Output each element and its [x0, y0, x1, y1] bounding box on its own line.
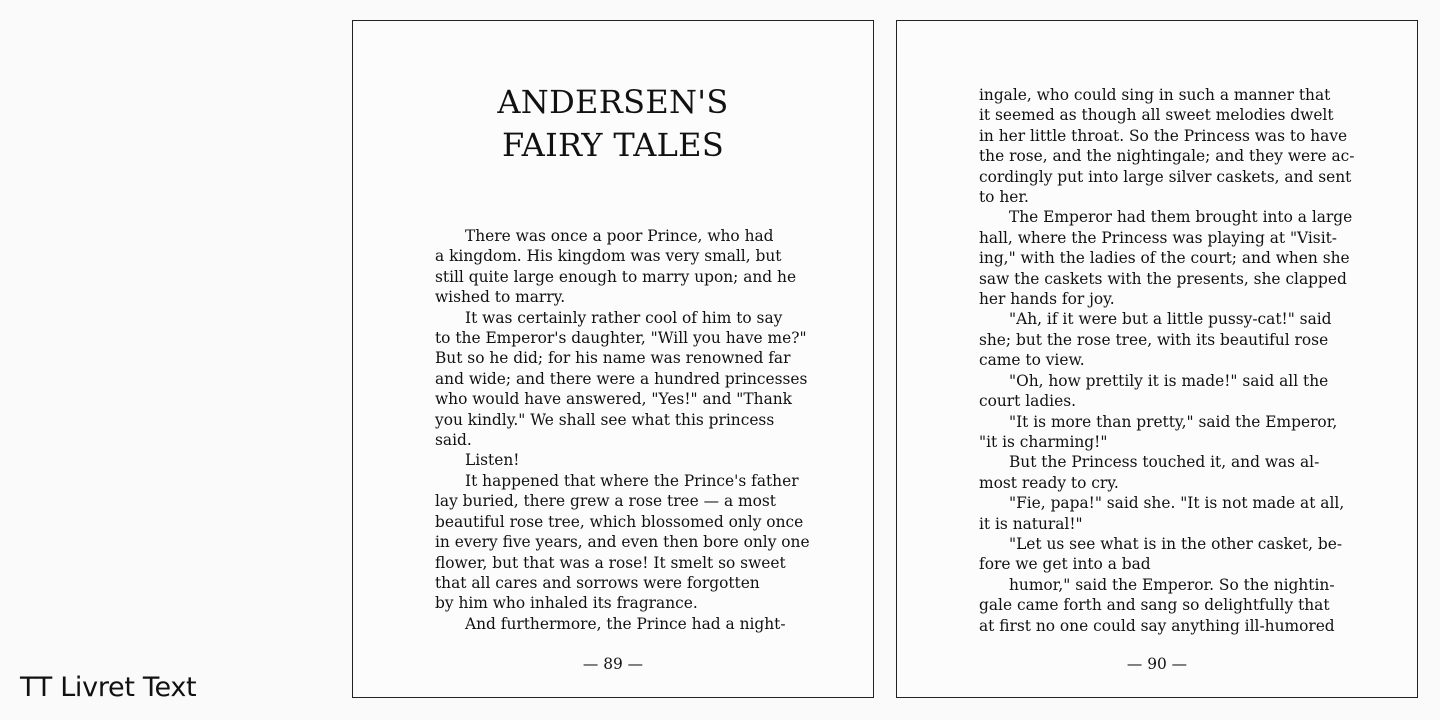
- text-line: to her.: [979, 188, 1029, 207]
- text-line: flower, but that was a rose! It smelt so sweet: [435, 553, 786, 572]
- text-line: "Oh, how prettily it is made!" said all the: [1009, 371, 1329, 390]
- text-line: you kindly." We shall see what this princess: [435, 410, 775, 429]
- text-line: ingale, who could sing in such a manner that: [979, 86, 1331, 104]
- text-line: she; but the rose tree, with its beautiful rose: [979, 330, 1329, 349]
- text-line: lay buried, there grew a rose tree — a most: [435, 492, 776, 511]
- text-line: and wide; and there were a hundred princesses: [435, 369, 808, 388]
- text-line: The Emperor had them brought into a large: [1009, 208, 1353, 227]
- text-line: hall, where the Princess was playing at "Visit-: [979, 228, 1337, 247]
- font-name-label: TT Livret Text: [20, 672, 197, 703]
- text-line: her hands for joy.: [979, 290, 1115, 309]
- text-line: to the Emperor's daughter, "Will you have me?": [435, 329, 807, 348]
- text-line: still quite large enough to marry upon; and he: [435, 267, 797, 286]
- text-line: came to view.: [979, 351, 1085, 370]
- text-line: it seemed as though all sweet melodies dwelt: [979, 106, 1334, 125]
- text-line: it is natural!": [979, 514, 1083, 533]
- text-line: most ready to cry.: [979, 473, 1119, 492]
- text-line: But so he did; for his name was renowned far: [435, 349, 791, 368]
- text-line: saw the caskets with the presents, she clapped: [979, 269, 1347, 288]
- text-line: fore we get into a bad: [979, 555, 1151, 574]
- text-line: a kingdom. His kingdom was very small, but: [435, 247, 782, 266]
- book-title-line: FAIRY TALES: [501, 126, 725, 164]
- text-line: But the Princess touched it, and was al-: [1009, 453, 1320, 472]
- text-line: It happened that where the Prince's father: [465, 471, 799, 490]
- book-title: [353, 81, 873, 167]
- text-line: who would have answered, "Yes!" and "Thank: [435, 390, 792, 409]
- text-line: gale came forth and sang so delightfully that: [979, 596, 1330, 615]
- text-line: by him who inhaled its fragrance.: [435, 594, 698, 613]
- text-line: There was once a poor Prince, who had: [465, 227, 774, 245]
- text-line: said.: [435, 431, 472, 450]
- book-title-line: ANDERSEN'S: [497, 83, 729, 121]
- text-line: "Ah, if it were but a little pussy-cat!" said: [1009, 310, 1332, 329]
- text-line: in her little throat. So the Princess was to have: [979, 126, 1348, 145]
- text-line: court ladies.: [979, 392, 1077, 411]
- left-page: [352, 20, 874, 698]
- text-line: at first no one could say anything ill-humored: [979, 616, 1335, 635]
- text-line: wished to marry.: [435, 288, 566, 307]
- text-line: "Fie, papa!" said she. "It is not made at all,: [1009, 494, 1345, 513]
- text-line: in every five years, and even then bore only one: [435, 533, 810, 552]
- text-line: "Let us see what is in the other casket, be-: [1009, 534, 1343, 553]
- page-number-90: — 90 —: [1126, 655, 1188, 673]
- text-line: beautiful rose tree, which blossomed only once: [435, 512, 804, 531]
- text-line: humor," said the Emperor. So the nightin-: [1009, 575, 1335, 594]
- text-line: ing," with the ladies of the court; and when she: [979, 249, 1350, 268]
- text-line: the rose, and the nightingale; and they were ac-: [979, 147, 1355, 166]
- text-line: cordingly put into large silver caskets, and sent: [979, 167, 1352, 186]
- page-number-89: — 89 —: [582, 655, 644, 673]
- text-line: "It is more than pretty," said the Emperor,: [1009, 412, 1338, 431]
- text-line: And furthermore, the Prince had a night-: [465, 614, 786, 633]
- left-page-text: [435, 226, 815, 634]
- text-line: "it is charming!": [979, 432, 1108, 451]
- text-line: Listen!: [465, 451, 520, 470]
- right-page-text: [979, 85, 1359, 636]
- text-line: that all cares and sorrows were forgotten: [435, 573, 760, 592]
- right-page: [896, 20, 1418, 698]
- text-line: It was certainly rather cool of him to say: [465, 308, 783, 327]
